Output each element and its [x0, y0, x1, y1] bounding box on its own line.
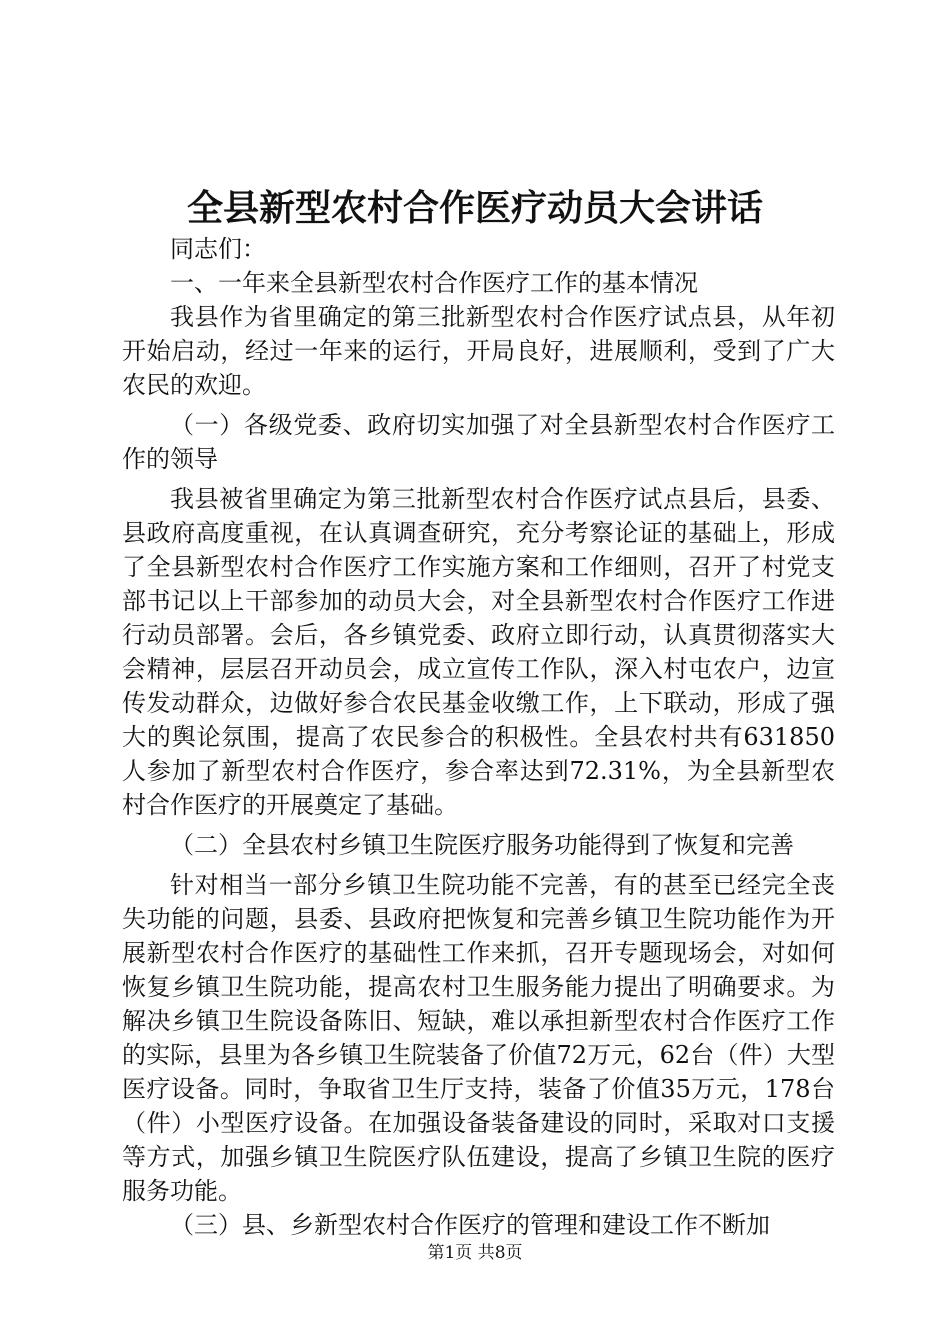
- page-number: 第1页 共8页: [427, 1243, 523, 1263]
- section-heading: 一、一年来全县新型农村合作医疗工作的基本情况: [170, 269, 698, 297]
- subsection-heading: （一）各级党委、政府切实加强了对全县新型农村合作医疗工作的领导: [122, 411, 835, 473]
- subsection-heading: （三）县、乡新型农村合作医疗的管理和建设工作不断加: [170, 1211, 770, 1239]
- document-body: [122, 232, 835, 1242]
- body-paragraph: 针对相当一部分乡镇卫生院功能不完善，有的甚至已经完全丧失功能的问题，县委、县政府把恢复和完善乡镇卫生院功能作为开展新型农村合作医疗的基础性工作来抓，召开专题现场会，对如何恢复乡镇卫生院功能，提高农村卫生服务能力提出了明确要求。为解决乡镇卫生院设备陈旧、短缺，难以承担新型农村合作医疗工作的实际，县里为各乡镇卫生院装备了价值72万元，62台（件）大型医疗设备。同时，争取省卫生厅支持，装备了价值35万元，178台（件）小型医疗设备。在加强设备装备建设的同时，采取对口支援等方式，加强乡镇卫生院医疗队伍建设，提高了乡镇卫生院的医疗服务功能。: [122, 871, 835, 1205]
- subsection-heading: （二）全县农村乡镇卫生院医疗服务功能得到了恢复和完善: [170, 831, 794, 859]
- document-title: 全县新型农村合作医疗动员大会讲话: [186, 187, 763, 229]
- salutation: 同志们：: [170, 235, 266, 263]
- body-paragraph: 我县被省里确定为第三批新型农村合作医疗试点县后，县委、县政府高度重视，在认真调查研究，充分考察论证的基础上，形成了全县新型农村合作医疗工作实施方案和工作细则，召开了村党支部书记以上干部参加的动员大会，对全县新型农村合作医疗工作进行动员部署。会后，各乡镇党委、政府立即行动，认真贯彻落实大会精神，层层召开动员会，成立宣传工作队，深入村屯农户，边宣传发动群众，边做好参合农民基金收缴工作，上下联动，形成了强大的舆论氛围，提高了农民参合的积极性。全县农村共有631850人参加了新型农村合作医疗，参合率达到72.31%，为全县新型农村合作医疗的开展奠定了基础。: [122, 485, 835, 819]
- body-paragraph: 我县作为省里确定的第三批新型农村合作医疗试点县，从年初开始启动，经过一年来的运行，开局良好，进展顺利，受到了广大农民的欢迎。: [122, 303, 835, 399]
